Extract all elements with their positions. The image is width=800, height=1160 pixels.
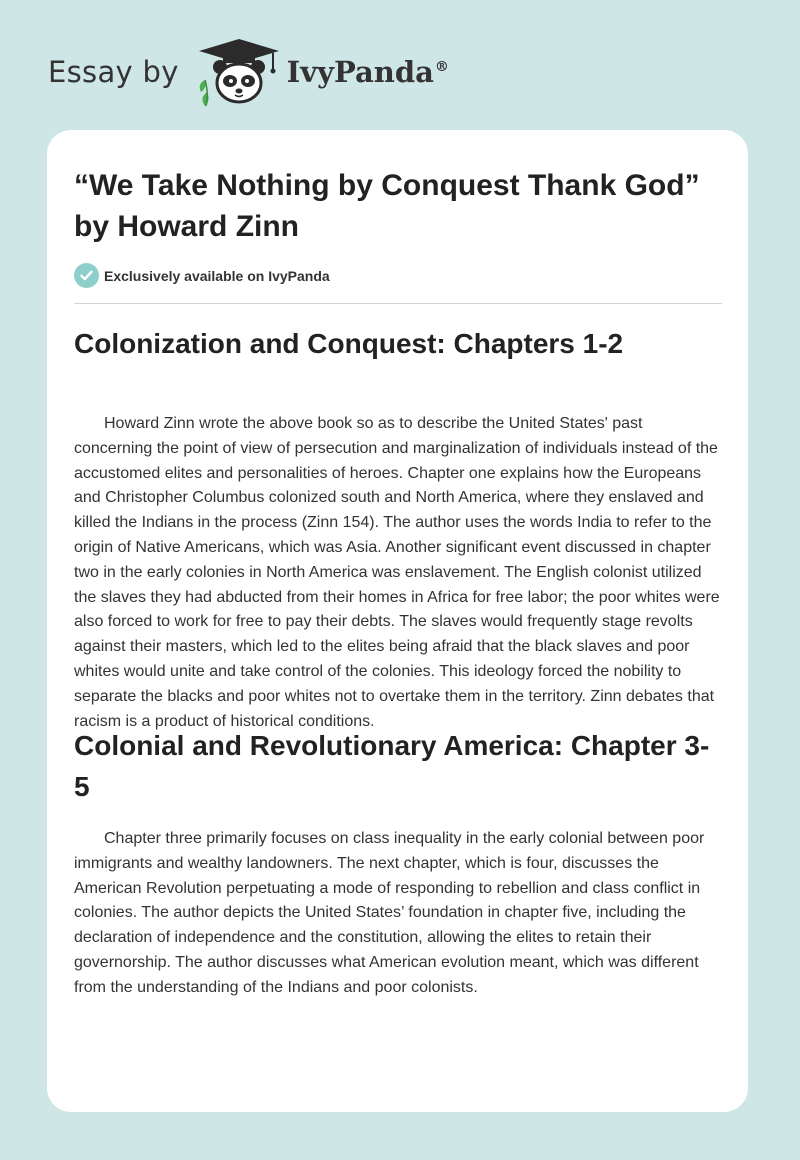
essay-card bbox=[47, 130, 748, 1112]
panda-graduation-cap-icon bbox=[193, 36, 283, 108]
brand-name bbox=[287, 55, 449, 89]
exclusive-badge bbox=[74, 263, 330, 288]
brand-name-text: IvyPanda bbox=[286, 55, 434, 89]
section-heading: Colonial and Revolutionary America: Chapter 3-5 bbox=[74, 730, 710, 802]
essay-title: “We Take Nothing by Conquest Thank God” by Howard Zinn bbox=[74, 169, 700, 243]
registered-mark: ® bbox=[434, 59, 449, 76]
brand-prefix: Essay by bbox=[48, 55, 179, 89]
divider bbox=[74, 303, 722, 304]
section-paragraph: Howard Zinn wrote the above book so as to describe the United States' past concerning the point of view of persecution and marginalization of individuals instead of the accustomed elites and personalities of heroes. Chapter one explains how the Europeans and Christopher Columbus colonized south and North America, where they enslaved and killed the Indians in the process (Zinn 154). The author uses the words India to refer to the origin of Native Americans, which was Asia. Another significant event discussed in chapter two in the early colonies in North America was enslavement. The English colonist utilized the slaves they had abducted from their homes in Africa for free labor; the poor whites were also forced to work for free to pay their debts. The slaves would frequently stage revolts against their masters, which led to the elites being afraid that the black slaves and poor whites would unite and take control of the colonies. This ideology forced the nobility to separate the blacks and poor whites not to overtake them in the territory. Zinn debates that racism is a product of historical conditions. bbox=[74, 415, 720, 730]
section-heading: Colonization and Conquest: Chapters 1-2 bbox=[74, 328, 624, 359]
check-icon bbox=[74, 263, 99, 288]
section-paragraph: Chapter three primarily focuses on class inequality in the early colonial between poor immigrants and wealthy landowners. The next chapter, which is four, discusses the American Revolution perpetuating a mode of responding to rebellion and class conflict in colonies. The author depicts the United States’ foundation in chapter five, including the declaration of independence and the constitution, allowing the elites to retain their governorship. The author discusses what American evolution meant, which was different from the understanding of the Indians and poor colonists. bbox=[74, 830, 705, 996]
brand-header[interactable] bbox=[48, 36, 449, 108]
exclusive-label: Exclusively available on IvyPanda bbox=[104, 267, 330, 284]
